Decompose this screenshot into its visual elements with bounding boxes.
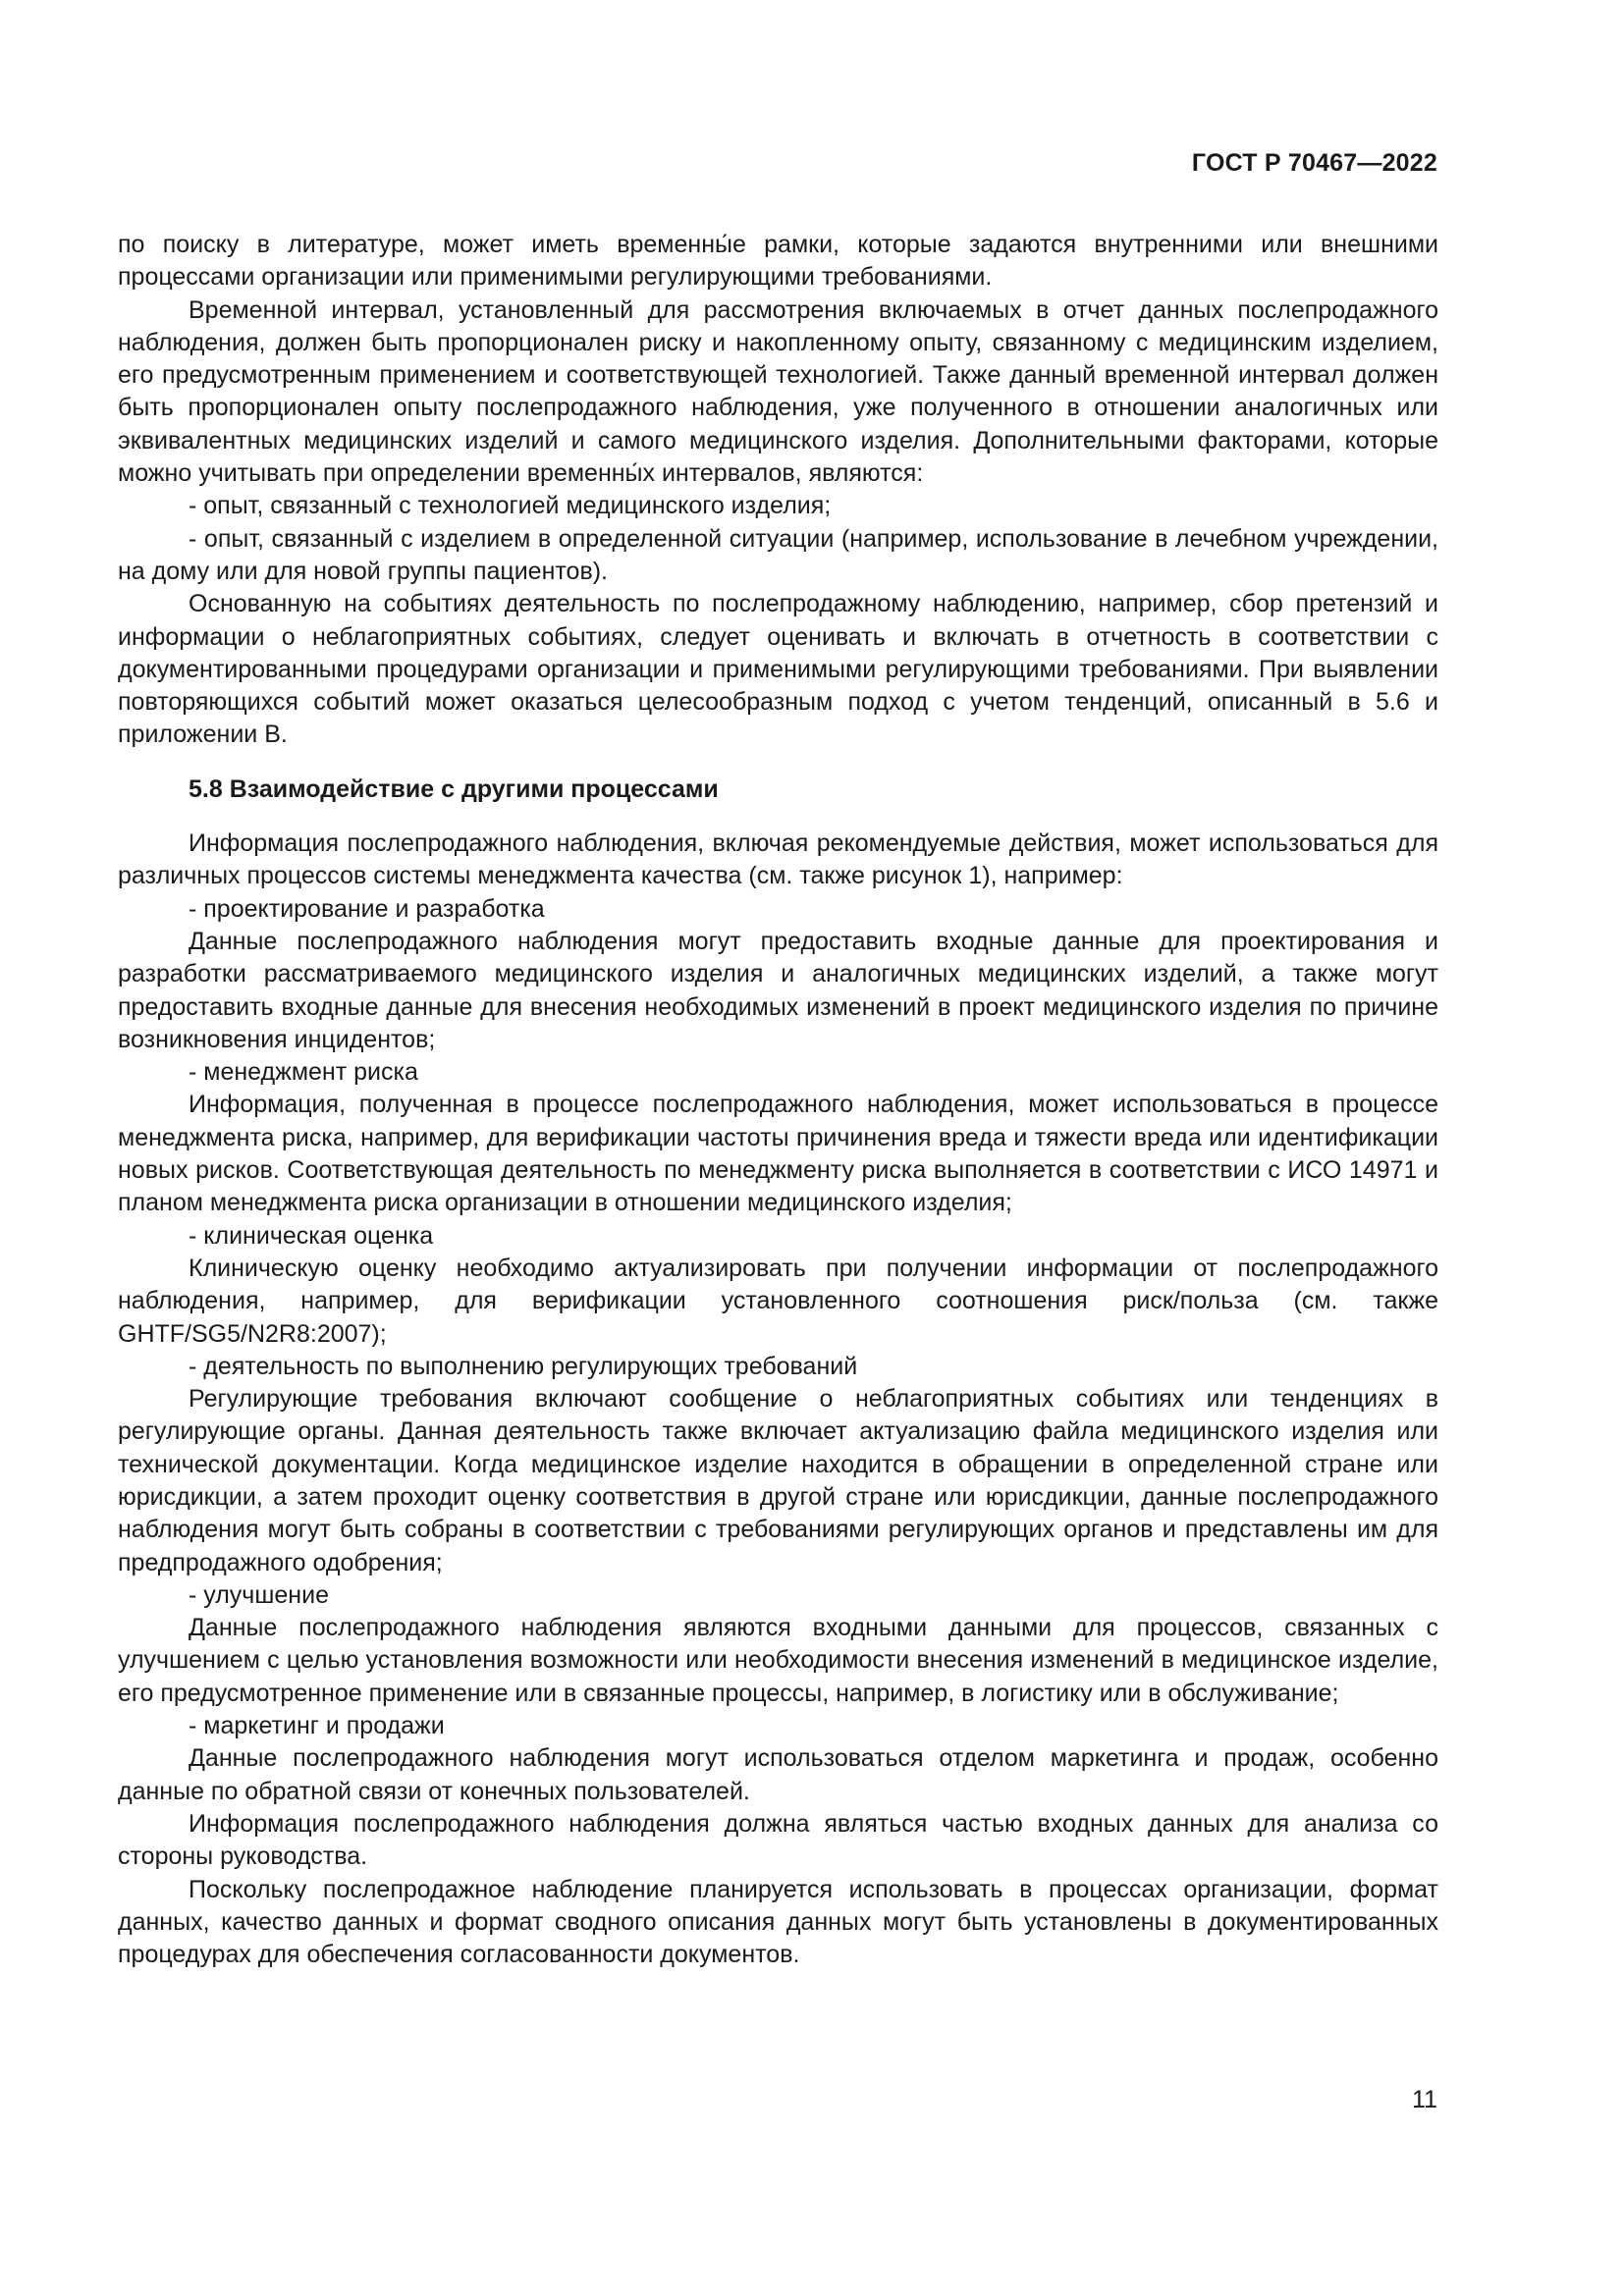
page-number: 11	[1412, 2086, 1437, 2113]
paragraph: Информация, полученная в процессе послепродажного наблюдения, может использоваться в процессе менеджмента риска, например, для верификации частоты причинения вреда и тяжести вреда или идентификации новых рисков. Соответствующая деятельность по менеджменту риска выполняется в соответствии с ИСО 14971 и планом менеджмента риска организации в отношении медицинского изделия;	[118, 1091, 1438, 1217]
paragraph: Данные послепродажного наблюдения могут использоваться отделом маркетинга и продаж, особенно данные по обратной связи от конечных пользователей.	[118, 1744, 1438, 1805]
paragraph: Информация послепродажного наблюдения, включая рекомендуемые действия, может использоваться для различных процессов системы менеджмента качества (см. также рисунок 1), например:	[118, 829, 1438, 890]
paragraph: Данные послепродажного наблюдения являются входными данными для процессов, связанных с улучшением с целью установления возможности или необходимости внесения изменений в медицинское изделие, его предусмотренное применение или в связанные процессы, например, в логистику или в обслуживание;	[118, 1614, 1438, 1707]
paragraph: Информация послепродажного наблюдения должна являться частью входных данных для анализа со стороны руководства.	[118, 1809, 1438, 1871]
list-item: - маркетинг и продажи	[189, 1712, 445, 1740]
paragraph: Регулирующие требования включают сообщение о неблагоприятных событиях или тенденциях в регулирующие органы. Данная деятельность также включает актуализацию файла медицинского изделия или технической документации. Когда медицинское изделие находится в обращении в определенной стране или юрисдикции, а затем проходит оценку соответствия в другой стране или юрисдикции, данные послепродажного наблюдения могут быть собраны в соответствии с требованиями регулирующих органов и представлены им для предпродажного одобрения;	[118, 1385, 1438, 1576]
list-item: - проектирование и разработка	[189, 894, 545, 923]
list-item: - опыт, связанный с технологией медицинского изделия;	[189, 492, 832, 520]
list-item: - опыт, связанный с изделием в определенной ситуации (например, использование в лечебном учреждении, на дому или для новой группы пациентов).	[118, 524, 1438, 585]
list-item: - клиническая оценка	[189, 1221, 434, 1250]
list-item: - улучшение	[189, 1580, 329, 1609]
paragraph: Временной интервал, установленный для рассмотрения включаемых в отчет данных послепродажного наблюдения, должен быть пропорционален риску и накопленному опыту, связанному с медицинским изделием, его предусмотренным применением и соответствующей технологией. Также данный временной интервал должен быть пропорционален опыту послепродажного наблюдения, уже полученного в отношении аналогичных или эквивалентных медицинских изделий и самого медицинского изделия. Дополнительными факторами, которые можно учитывать при определении временны́х интервалов, являются:	[118, 295, 1438, 488]
section-heading: 5.8 Взаимодействие с другими процессами	[189, 774, 719, 803]
paragraph: Данные послепродажного наблюдения могут предоставить входные данные для проектирования и разработки рассматриваемого медицинского изделия и аналогичных медицинских изделий, а также могут предоставить входные данные для внесения необходимых изменений в проект медицинского изделия по причине возникновения инцидентов;	[118, 927, 1438, 1053]
document-body	[118, 229, 1438, 1971]
list-item: - деятельность по выполнению регулирующих требований	[189, 1352, 858, 1380]
document-header: ГОСТ Р 70467—2022	[1191, 149, 1437, 177]
paragraph: Поскольку послепродажное наблюдение планируется использовать в процессах организации, формат данных, качество данных и формат сводного описания данных могут быть установлены в документированных процедурах для обеспечения согласованности документов.	[118, 1875, 1438, 1969]
paragraph: по поиску в литературе, может иметь временны́е рамки, которые задаются внутренними или внешними процессами организации или применимыми регулирующими требованиями.	[118, 231, 1438, 292]
list-item: - менеджмент риска	[189, 1058, 418, 1087]
paragraph: Клиническую оценку необходимо актуализировать при получении информации от послепродажного наблюдения, например, для верификации установленного соотношения риск/польза (см. также GHTF/SG5/N2R8:2007);	[118, 1254, 1438, 1348]
paragraph: Основанную на событиях деятельность по послепродажному наблюдению, например, сбор претензий и информации о неблагоприятных событиях, следует оценивать и включать в отчетность в соответствии с документированными процедурами организации и применимыми регулирующими требованиями. При выявлении повторяющихся событий может оказаться целесообразным подход с учетом тенденций, описанный в 5.6 и приложении В.	[118, 590, 1438, 749]
